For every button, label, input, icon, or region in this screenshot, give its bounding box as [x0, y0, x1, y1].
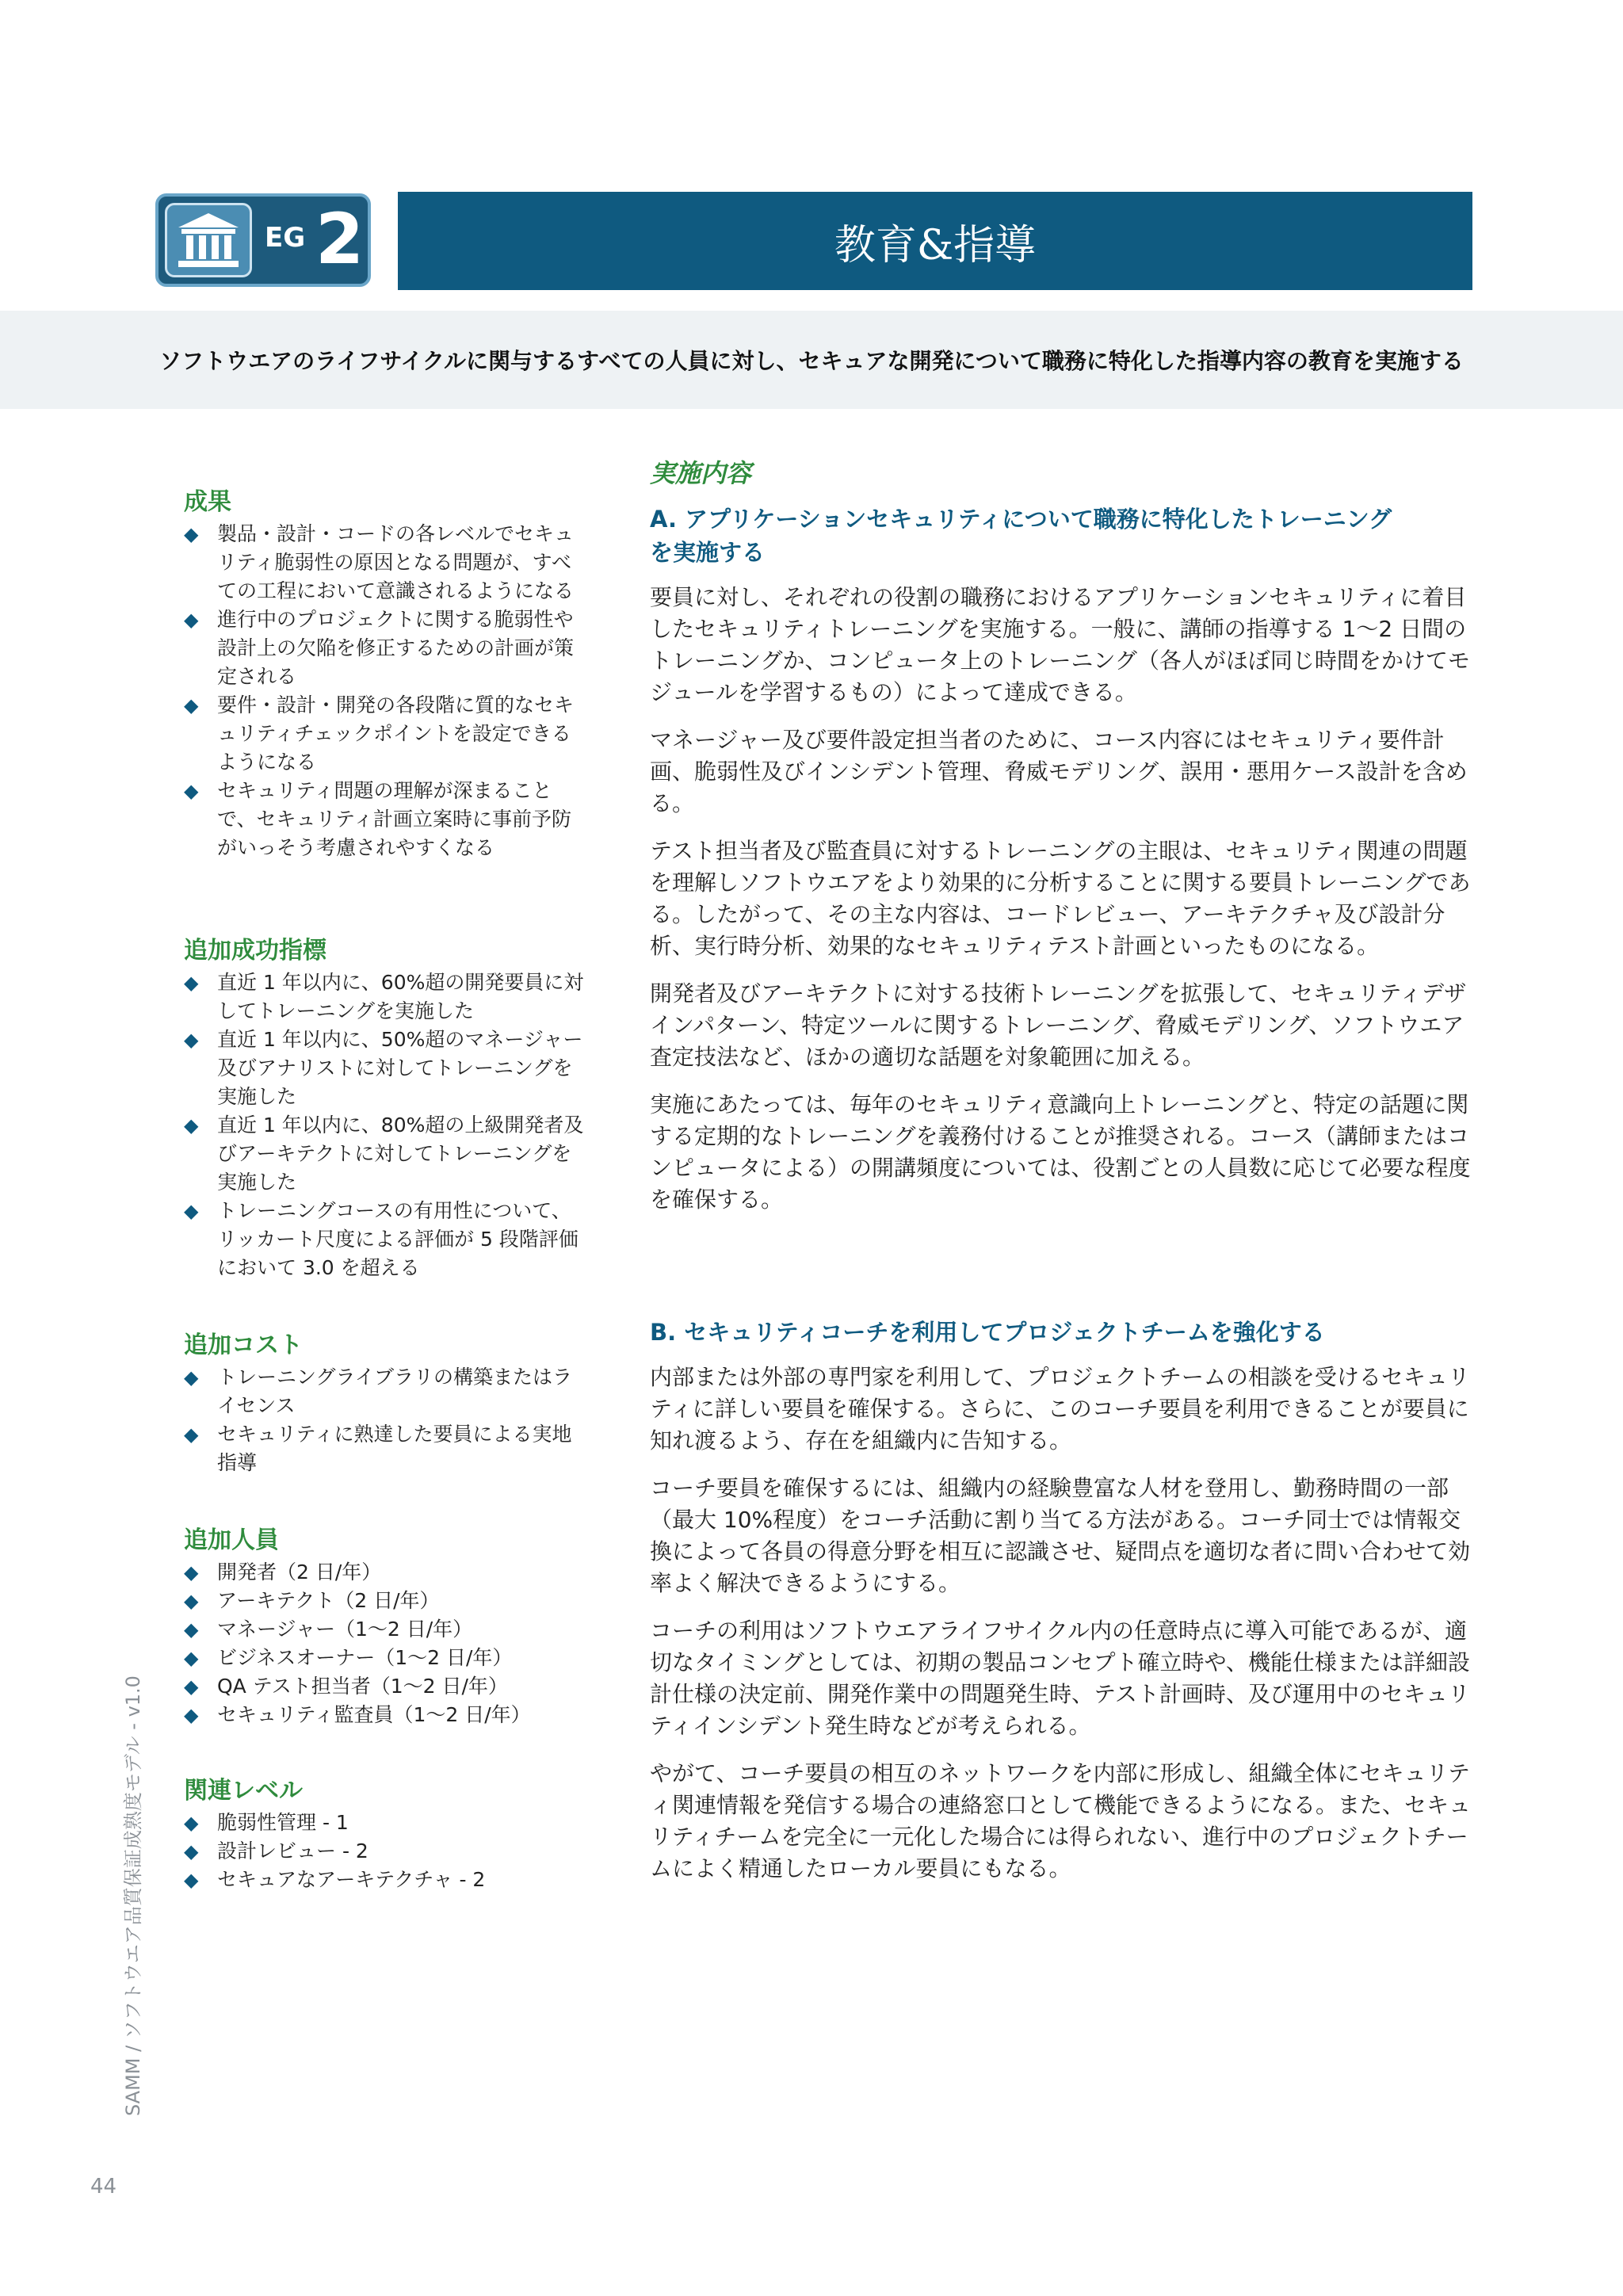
list-item: ◆ 開発者（2 日/年）	[184, 1558, 588, 1587]
building-columns-icon	[167, 205, 250, 275]
list-item: ◆ 直近 1 年以内に、50%超のマネージャー及びアナリストに対してトレーニングを実施した	[184, 1026, 588, 1111]
section-b-paragraph: コーチの利用はソフトウエアライフサイクル内の任意時点に導入可能であるが、適切なタイミングとしては、初期の製品コンセプト確立時や、機能仕様または詳細設計仕様の決定前、開発作業中の問題発生時、テスト計画時、及び運用中のセキュリティインシデント発生時などが考えられる。	[650, 1618, 1470, 1739]
section-a-title-line2: を実施する	[650, 539, 766, 566]
related-levels-list	[184, 1809, 588, 1894]
list-item: ◆ ビジネスオーナー（1〜2 日/年）	[184, 1644, 588, 1672]
success-metrics-list	[184, 968, 588, 1282]
results-heading: 成果	[184, 488, 231, 516]
institution-icon	[165, 203, 252, 277]
list-item: ◆ セキュリティ監査員（1〜2 日/年）	[184, 1701, 588, 1729]
badge-label: EG	[265, 222, 306, 254]
list-item: ◆ マネージャー（1〜2 日/年）	[184, 1615, 588, 1644]
list-item: ◆ 進行中のプロジェクトに関する脆弱性や設計上の欠陥を修正するための計画が策定される	[184, 606, 588, 691]
list-item: ◆ セキュリティに熟達した要員による実地指導	[184, 1420, 588, 1477]
additional-staff-section	[184, 1520, 588, 1729]
section-b-paragraph: 内部または外部の専門家を利用して、プロジェクトチームの相談を受けるセキュリティに詳しい要員を確保する。さらに、このコーチ要員を利用できることが要員に知れ渡るよう、存在を組織内に告知する。	[650, 1364, 1470, 1454]
results-list	[184, 520, 588, 862]
additional-cost-list	[184, 1363, 588, 1477]
results-section	[184, 482, 588, 862]
additional-cost-section	[184, 1325, 588, 1477]
page-title	[398, 192, 1472, 290]
list-item: ◆ セキュアなアーキテクチャ - 2	[184, 1866, 588, 1894]
list-item: ◆ QA テスト担当者（1〜2 日/年）	[184, 1672, 588, 1701]
implementation-heading: 実施内容	[650, 458, 752, 488]
list-item: ◆ 直近 1 年以内に、60%超の開発要員に対してトレーニングを実施した	[184, 968, 588, 1026]
success-metrics-section	[184, 930, 588, 1282]
section-b-paragraph: コーチ要員を確保するには、組織内の経験豊富な人材を登用し、勤務時間の一部（最大 10%程度）をコーチ活動に割り当てる方法がある。コーチ同士では情報交換によって各員の得意分野を相互に認識させ、疑問点を適切な者に問い合わせて効率よく解決できるようにする。	[650, 1475, 1471, 1596]
success-metrics-heading: 追加成功指標	[184, 937, 327, 965]
section-a	[650, 502, 1474, 1232]
section-b-title: B. セキュリティコーチを利用してプロジェクトチームを強化する	[650, 1319, 1325, 1346]
section-a-title-line1: A. アプリケーションセキュリティについて職務に特化したトレーニング	[650, 506, 1392, 533]
section-b	[650, 1316, 1474, 1901]
related-levels-section	[184, 1771, 588, 1894]
list-item: ◆ 製品・設計・コードの各レベルでセキュリティ脆弱性の原因となる問題が、すべての工程において意識されるようになる	[184, 520, 588, 606]
section-a-paragraph: テスト担当者及び監査員に対するトレーニングの主眼は、セキュリティ関連の問題を理解しソフトウエアをより効果的に分析することに関する要員トレーニングである。したがって、その主な内容は、コードレビュー、アーキテクチャ及び設計分析、実行時分析、効果的なセキュリティテスト計画といったものになる。	[650, 838, 1471, 959]
section-a-paragraph: マネージャー及び要件設定担当者のために、コース内容にはセキュリティ要件計画、脆弱性及びインシデント管理、脅威モデリング、誤用・悪用ケース設計を含める。	[650, 727, 1468, 816]
list-item: ◆ 要件・設計・開発の各段階に質的なセキュリティチェックポイントを設定できるようになる	[184, 691, 588, 777]
list-item: ◆ セキュリティ問題の理解が深まることで、セキュリティ計画立案時に事前予防がいっそう考慮されやすくなる	[184, 777, 588, 862]
document-side-title: SAMM / ソフトウエア品質保証成熟度モデル - v1.0	[122, 1675, 144, 2116]
section-b-paragraph: やがて、コーチ要員の相互のネットワークを内部に形成し、組織全体にセキュリティ関連情報を発信する場合の連絡窓口として機能できるようになる。また、セキュリティチームを完全に一元化した場合には得られない、進行中のプロジェクトチームによく精通したローカル要員にもなる。	[650, 1760, 1472, 1881]
subtitle-text: ソフトウエアのライフサイクルに関与するすべての人員に対し、セキュアな開発について職務に特化した指導内容の教育を実施する	[159, 348, 1464, 374]
list-item: ◆ 脆弱性管理 - 1	[184, 1809, 588, 1837]
additional-cost-heading: 追加コスト	[184, 1331, 303, 1359]
page-number: 44	[90, 2175, 117, 2199]
list-item: ◆ トレーニングコースの有用性について、リッカート尺度による評価が 5 段階評価において 3.0 を超える	[184, 1197, 588, 1282]
subtitle-band	[0, 311, 1623, 409]
additional-staff-heading: 追加人員	[184, 1526, 279, 1554]
page-title-text: 教育&指導	[834, 221, 1037, 269]
list-item: ◆ トレーニングライブラリの構築またはライセンス	[184, 1363, 588, 1420]
related-levels-heading: 関連レベル	[184, 1777, 303, 1805]
section-a-paragraph: 実施にあたっては、毎年のセキュリティ意識向上トレーニングと、特定の話題に関する定期的なトレーニングを義務付けることが推奨される。コース（講師またはコンピュータによる）の開講頻度については、役割ごとの人員数に応じて必要な程度を確保する。	[650, 1091, 1471, 1213]
section-a-paragraph: 開発者及びアーキテクトに対する技術トレーニングを拡張して、セキュリティデザインパターン、特定ツールに関するトレーニング、脅威モデリング、ソフトウエア査定技法など、ほかの適切な話題を対象範囲に加える。	[650, 980, 1467, 1070]
badge-number: 2	[315, 198, 365, 280]
list-item: ◆ 直近 1 年以内に、80%超の上級開発者及びアーキテクトに対してトレーニングを実施した	[184, 1111, 588, 1197]
list-item: ◆ 設計レビュー - 2	[184, 1837, 588, 1866]
eg2-badge	[155, 193, 371, 287]
additional-staff-list	[184, 1558, 588, 1729]
section-a-paragraph: 要員に対し、それぞれの役割の職務におけるアプリケーションセキュリティに着目したセキュリティトレーニングを実施する。一般に、講師の指導する 1〜2 日間のトレーニングか、コンピュータ上のトレーニング（各人がほぼ同じ時間をかけてモジュールを学習するもの）によって達成できる。	[650, 584, 1470, 705]
list-item: ◆ アーキテクト（2 日/年）	[184, 1587, 588, 1615]
